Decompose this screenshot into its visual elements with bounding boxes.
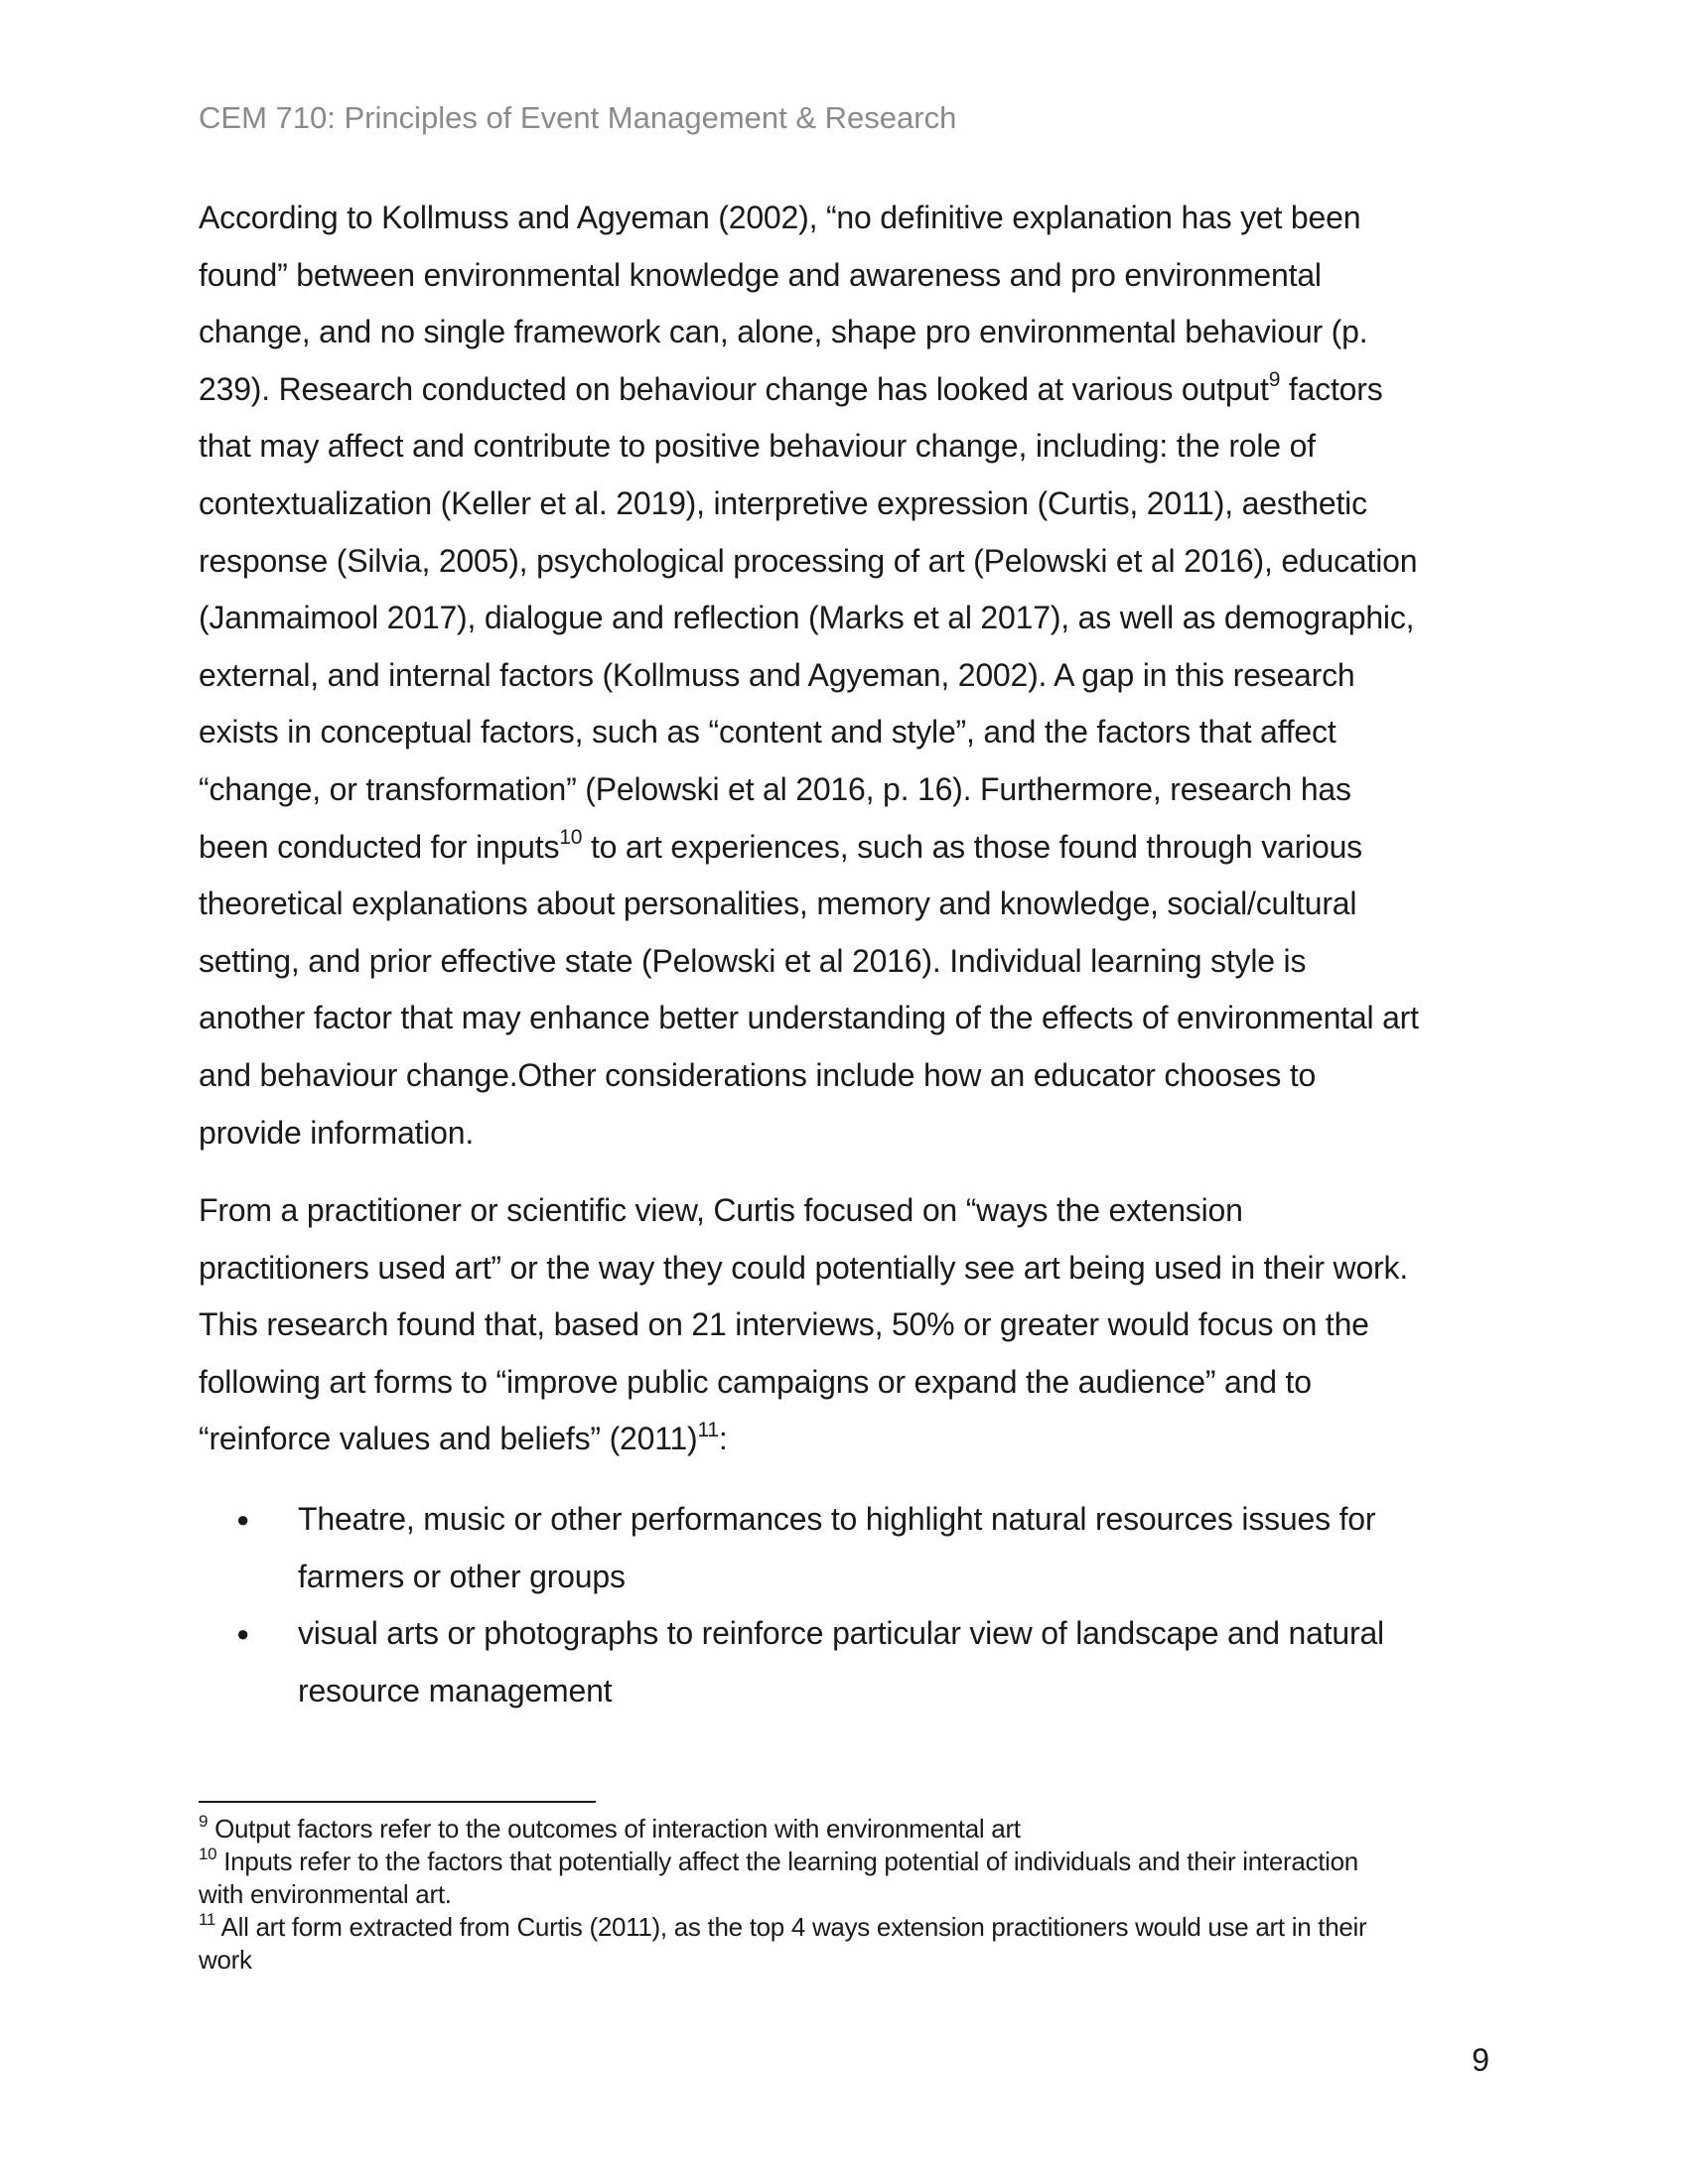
text-line: provide information. — [199, 1114, 475, 1151]
footnote-number: 10 — [199, 1844, 217, 1864]
footnote-10 — [199, 1845, 1509, 1911]
text-line: From a practitioner or scientific view, Curtis focused on “ways the extension — [199, 1192, 1243, 1228]
text-line: external, and internal factors (Kollmuss and Agyeman, 2002). A gap in this research — [199, 656, 1355, 693]
text-line: visual arts or photographs to reinforce particular view of landscape and natural — [298, 1615, 1384, 1652]
text-line: found” between environmental knowledge and awareness and pro environmental — [199, 256, 1322, 293]
text-line: contextualization (Keller et al. 2019), interpretive expression (Curtis, 2011), aesthetic — [199, 484, 1367, 521]
text-line: According to Kollmuss and Agyeman (2002), “no definitive explanation has yet been — [199, 200, 1361, 235]
text-segment: factors — [1280, 370, 1383, 407]
body-paragraph-1 — [199, 190, 1499, 1161]
footnote-number: 11 — [199, 1910, 216, 1930]
text-line — [199, 361, 1499, 419]
footnote-ref-11[interactable]: 11 — [697, 1418, 719, 1441]
list-item — [199, 1491, 1499, 1605]
footnotes — [199, 1813, 1509, 1977]
list-item — [199, 1605, 1499, 1719]
text-line: setting, and prior effective state (Pelowski et al 2016). Individual learning style is — [199, 942, 1307, 979]
text-segment: Inputs refer to the factors that potentially affect the learning potential of individuals and their interaction — [216, 1846, 1358, 1876]
footnote-separator — [199, 1801, 596, 1803]
text-line: another factor that may enhance better understanding of the effects of environmental art — [199, 1000, 1419, 1036]
text-line: This research found that, based on 21 interviews, 50% or greater would focus on the — [199, 1306, 1369, 1343]
bullet-icon: ● — [236, 1621, 250, 1647]
text-segment: 239). Research conducted on behaviour change has looked at various output — [199, 370, 1269, 407]
text-segment: : — [718, 1421, 728, 1457]
text-line — [199, 1813, 1509, 1845]
text-line: following art forms to “improve public campaigns or expand the audience” and to — [199, 1363, 1312, 1400]
text-line: Theatre, music or other performances to highlight natural resources issues for — [298, 1501, 1376, 1537]
text-segment: been conducted for inputs — [199, 828, 560, 865]
text-segment: Output factors refer to the outcomes of interaction with environmental art — [208, 1814, 1021, 1843]
text-line — [199, 1911, 1509, 1944]
body-paragraph-2 — [199, 1182, 1499, 1468]
text-line: exists in conceptual factors, such as “content and style”, and the factors that affect — [199, 714, 1336, 751]
footnote-11 — [199, 1911, 1509, 1977]
art-forms-list — [199, 1491, 1499, 1719]
text-line: that may affect and contribute to positive behaviour change, including: the role of — [199, 428, 1316, 465]
text-line: change, and no single framework can, alone, shape pro environmental behaviour (p. — [199, 314, 1368, 350]
footnote-ref-9[interactable]: 9 — [1268, 368, 1281, 392]
text-line: response (Silvia, 2005), psychological processing of art (Pelowski et al 2016), education — [199, 542, 1418, 579]
page-number: 9 — [1472, 2042, 1489, 2078]
text-line: farmers or other groups — [298, 1558, 626, 1594]
footnote-ref-10[interactable]: 10 — [559, 825, 583, 849]
text-line: “change, or transformation” (Pelowski et al 2016, p. 16). Furthermore, research has — [199, 770, 1351, 807]
text-line: resource management — [298, 1672, 613, 1708]
bullet-icon: ● — [236, 1507, 250, 1532]
text-segment: “reinforce values and beliefs” (2011) — [199, 1421, 698, 1457]
text-segment: All art form extracted from Curtis (2011), as the top 4 ways extension practitioners would use art in their — [215, 1912, 1367, 1942]
text-line: theoretical explanations about personalities, memory and knowledge, social/cultural — [199, 886, 1357, 922]
footnote-9 — [199, 1813, 1509, 1845]
text-line — [199, 1845, 1509, 1878]
text-segment: to art experiences, such as those found through various — [582, 828, 1362, 865]
text-line: (Janmaimool 2017), dialogue and reflection (Marks et al 2017), as well as demographic, — [199, 600, 1415, 636]
running-header: CEM 710: Principles of Event Management & Research — [199, 100, 957, 135]
footnote-number: 9 — [199, 1812, 209, 1832]
text-line: with environmental art. — [199, 1879, 452, 1909]
text-line — [199, 819, 1499, 877]
text-line: work — [199, 1945, 252, 1975]
text-line: practitioners used art” or the way they could potentially see art being used in their work. — [199, 1249, 1409, 1286]
text-line — [199, 1411, 1499, 1468]
text-line: and behaviour change.Other considerations include how an educator chooses to — [199, 1056, 1317, 1093]
